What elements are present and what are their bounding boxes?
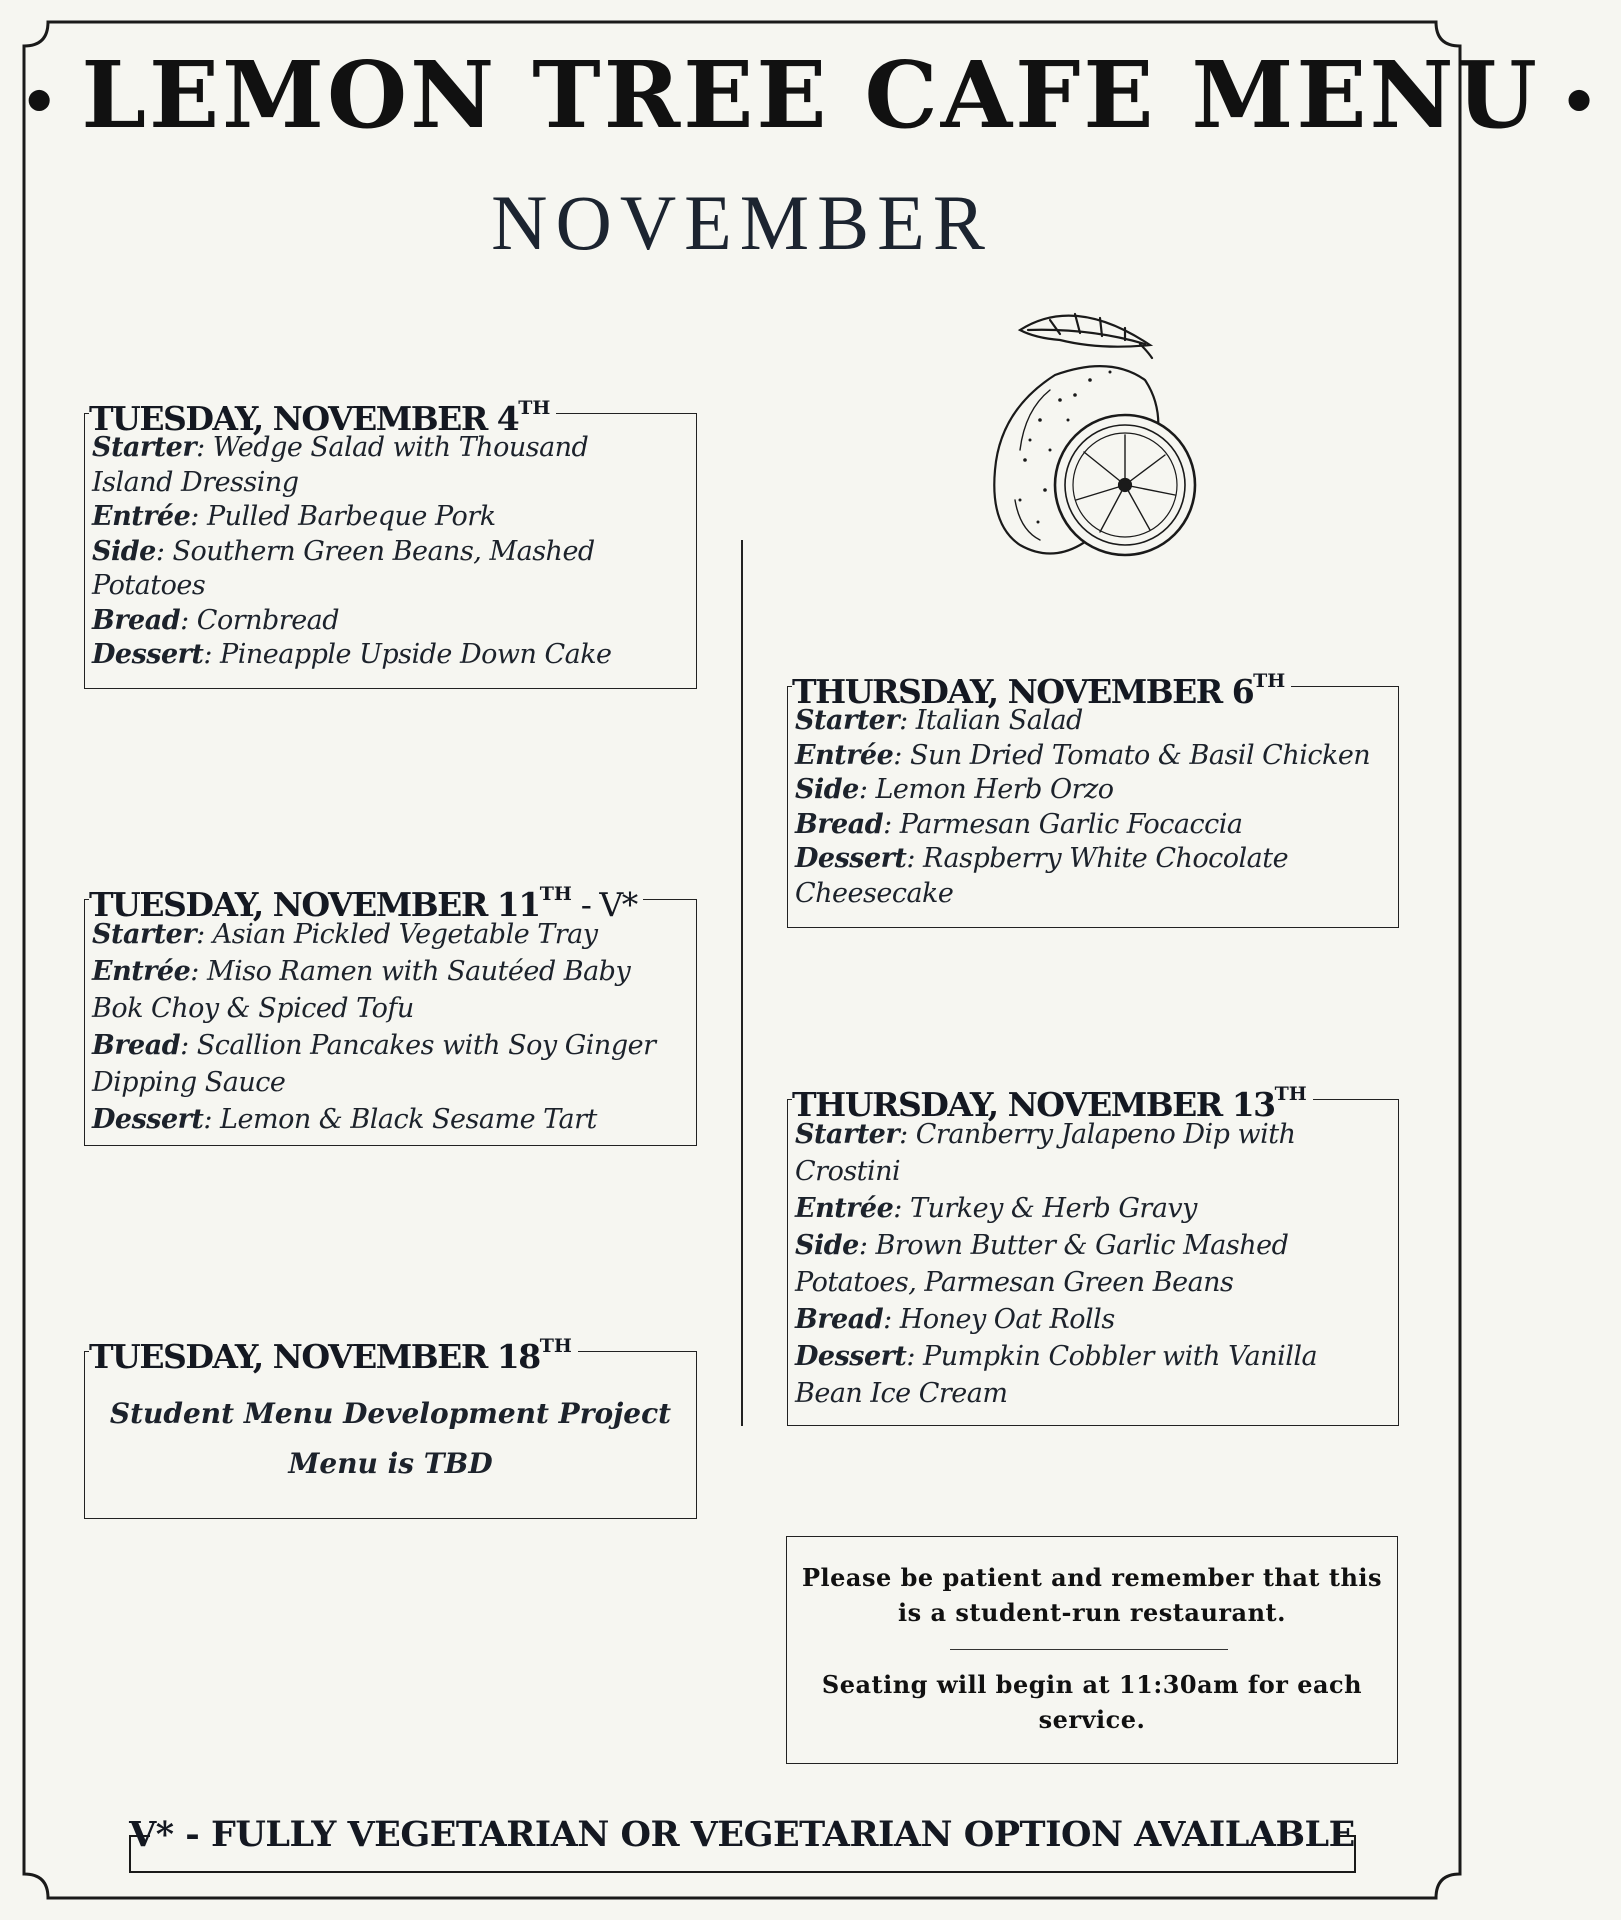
notice-seating: Seating will begin at 11:30am for each service. xyxy=(821,1670,1363,1734)
menu-line: Dessert: Lemon & Black Sesame Tart xyxy=(92,1104,597,1135)
menu-box-nov-6 xyxy=(787,670,1399,928)
menu-line: Bread: Scallion Pancakes with Soy Ginger xyxy=(92,1030,656,1061)
menu-line: Dessert: Pineapple Upside Down Cake xyxy=(92,639,612,670)
menu-box-nov-13 xyxy=(787,1083,1399,1426)
menu-box-nov-18 xyxy=(84,1335,697,1519)
title-bullet-left: • xyxy=(20,68,62,139)
day-heading: TUESDAY, NOVEMBER 4TH xyxy=(89,392,556,439)
menu-line: Bread: Honey Oat Rolls xyxy=(795,1304,1115,1335)
menu-line: Island Dressing xyxy=(92,466,299,498)
menu-line: Side: Brown Butter & Garlic Mashed xyxy=(795,1230,1289,1261)
menu-line: Cheesecake xyxy=(795,877,954,909)
notice-divider xyxy=(950,1649,1228,1650)
menu-line: Starter: Cranberry Jalapeno Dip with xyxy=(795,1119,1296,1150)
title-text: LEMON TREE CAFE MENU xyxy=(81,41,1540,149)
menu-box-nov-11 xyxy=(84,883,697,1146)
menu-line: Starter: Italian Salad xyxy=(795,705,1083,736)
column-divider xyxy=(741,540,743,1426)
tbd-line-1: Student Menu Development Project xyxy=(109,1397,672,1430)
menu-line: Potatoes, Parmesan Green Beans xyxy=(795,1267,1234,1298)
month-heading: NOVEMBER xyxy=(491,179,993,266)
menu-line: Dessert: Raspberry White Chocolate xyxy=(795,843,1289,874)
menu-line: Entrée: Pulled Barbeque Pork xyxy=(92,501,496,532)
menu-line: Potatoes xyxy=(92,570,206,601)
day-heading: THURSDAY, NOVEMBER 6TH xyxy=(792,665,1291,712)
day-heading: TUESDAY, NOVEMBER 18TH xyxy=(89,1330,578,1377)
notice-patience: Please be patient and remember that this is a student-run restaurant. xyxy=(801,1563,1383,1627)
tbd-line-2: Menu is TBD xyxy=(288,1447,493,1480)
menu-line: Side: Southern Green Beans, Mashed xyxy=(92,535,595,567)
menu-line: Entrée: Turkey & Herb Gravy xyxy=(795,1193,1197,1224)
menu-line: Side: Lemon Herb Orzo xyxy=(795,774,1114,805)
day-heading: TUESDAY, NOVEMBER 11TH - V* xyxy=(89,878,643,925)
notice-box xyxy=(786,1536,1398,1764)
menu-line: Starter: Wedge Salad with Thousand xyxy=(92,432,589,463)
menu-line: Bread: Cornbread xyxy=(92,604,340,636)
menu-line: Crostini xyxy=(795,1156,901,1187)
menu-line: Entrée: Miso Ramen with Sautéed Baby xyxy=(92,956,631,987)
menu-title xyxy=(0,40,1602,158)
lemon-illustration xyxy=(980,300,1210,560)
menu-line: Bean Ice Cream xyxy=(795,1378,1008,1409)
day-heading: THURSDAY, NOVEMBER 13TH xyxy=(792,1078,1313,1125)
menu-line: Entrée: Sun Dried Tomato & Basil Chicken xyxy=(795,739,1371,771)
menu-line: Bread: Parmesan Garlic Focaccia xyxy=(795,808,1243,840)
menu-line: Dipping Sauce xyxy=(92,1067,286,1098)
vegetarian-legend: V* - FULLY VEGETARIAN OR VEGETARIAN OPTION AVAILABLE xyxy=(129,1814,1355,1855)
menu-line: Dessert: Pumpkin Cobbler with Vanilla xyxy=(795,1341,1318,1372)
menu-line: Bok Choy & Spiced Tofu xyxy=(92,993,414,1024)
menu-box-nov-4 xyxy=(84,397,697,689)
menu-line: Starter: Asian Pickled Vegetable Tray xyxy=(92,919,598,950)
title-bullet-right: • xyxy=(1559,68,1602,139)
